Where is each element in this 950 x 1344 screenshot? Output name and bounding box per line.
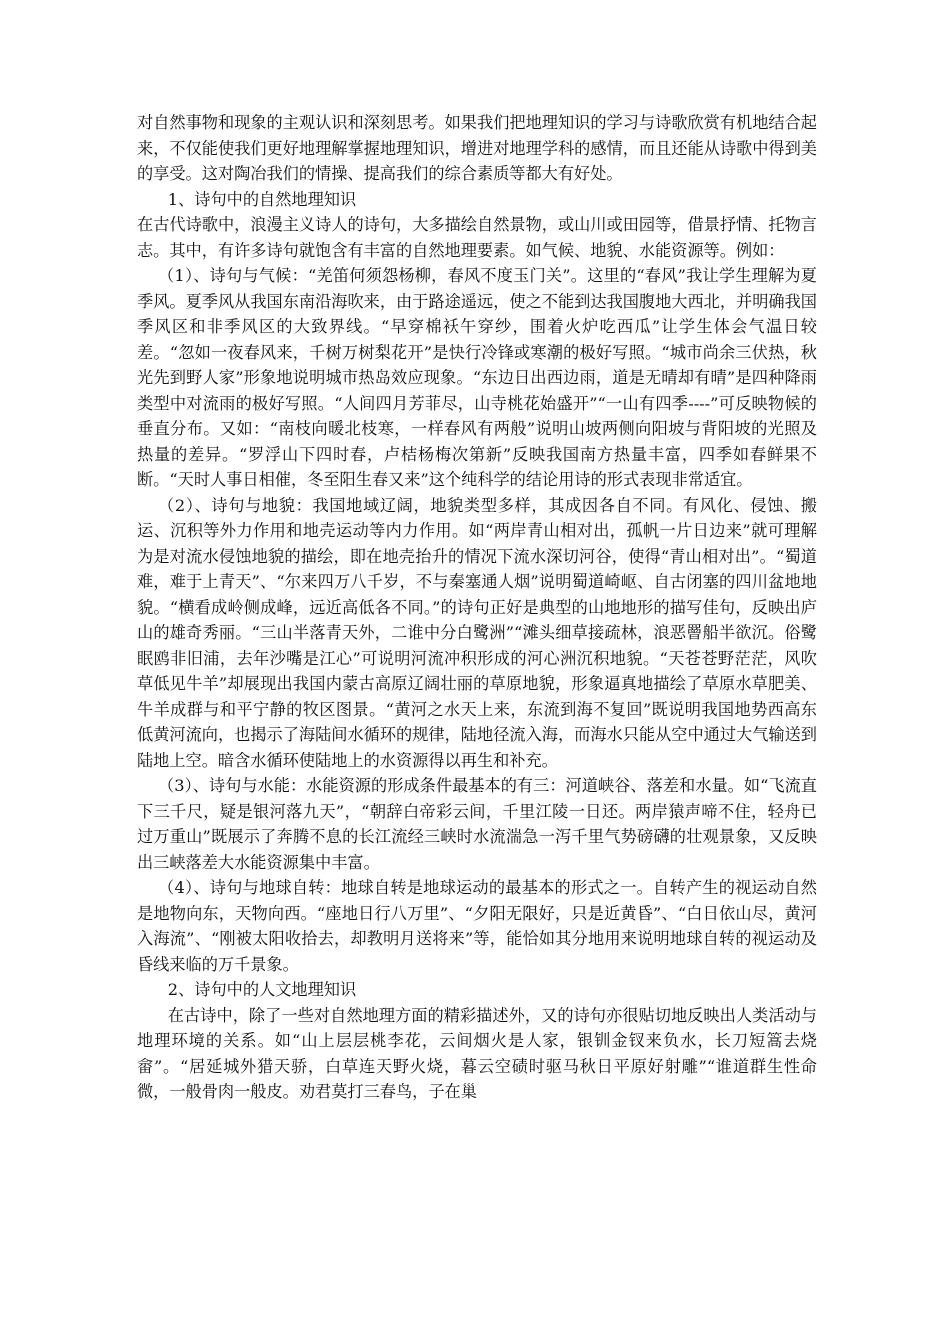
poetry-landform-paragraph: （2）、诗句与地貌：我国地域辽阔，地貌类型多样，其成因各自不同。有风化、侵蚀、搬运、沉积等外力作用和地壳运动等内力作用。如“两岸青山相对出，孤帆一片日边来”就可理解为是对流水侵蚀地貌的描绘，即在地壳抬升的情况下流水深切河谷，使得“青山相对出”。“蜀道难，难于上青天”、“尔来四万八千岁，不与秦塞通人烟”说明蜀道崎岖、自古闭塞的四川盆地地貌。“横看成岭侧成峰，远近高低各不同。”的诗句正好是典型的山地地形的描写佳句，反映出庐山的雄奇秀丽。“三山半落青天外，二谁中分白鹭洲”“滩头细草接疏林，浪恶罾船半欲沉。俗鹭眠鸥非旧浦，去年沙嘴是江心”可说明河流冲积形成的河心洲沉积地貌。“天苍苍野茫茫，风吹草低见牛羊”却展现出我国内蒙古高原辽阔壮丽的草原地貌，形象逼真地描绘了草原水草肥美、牛羊成群与和平宁静的牧区图景。“黄河之水天上来，东流到海不复回”既说明我国地势西高东低黄河流向，也揭示了海陆间水循环的规律，陆地径流入海，而海水只能从空中通过大气输送到陆地上空。暗含水循环使陆地上的水资源得以再生和补充。: [137, 495, 817, 770]
document-page: [137, 110, 817, 1105]
section-heading-physical-geography: 1、诗句中的自然地理知识: [167, 189, 357, 209]
human-geography-paragraph: 在古诗中，除了一些对自然地理方面的精彩描述外，又的诗句亦很贴切地反映出人类活动与地理环境的关系。如“山上层层桃李花，云间烟火是人家，银钏金钗来负水，长刀短篙去烧畲”。“居延城外猎天骄，白草连天野火烧，暮云空碛时驱马秋日平原好射雕”“谁道群生性命微，一般骨肉一般皮。劝君莫打三春鸟，子在巢: [137, 1005, 817, 1101]
section-heading-human-geography: 2、诗句中的人文地理知识: [167, 980, 357, 999]
physical-geography-intro-paragraph: 在古代诗歌中，浪漫主义诗人的诗句，大多描绘自然景物，或山川或田园等，借景抒情、托物言志。其中，有许多诗句就饱含有丰富的自然地理要素。如气候、地貌、水能资源等。例如：: [137, 215, 817, 260]
intro-paragraph: 对自然事物和现象的主观认识和深刻思考。如果我们把地理知识的学习与诗歌欣赏有机地结合起来，不仅能使我们更好地理解掌握地理知识，增进对地理学科的感情，而且还能从诗歌中得到美的享受。这对陶冶我们的情操、提高我们的综合素质等都大有好处。: [137, 113, 817, 183]
poetry-hydropower-paragraph: （3）、诗句与水能：水能资源的形成条件最基本的有三：河道峡谷、落差和水量。如“飞流直下三千尺，疑是银河落九天”，“朝辞白帝彩云间，千里江陵一日还。两岸猿声啼不住，轻舟已过万重山”既展示了奔腾不息的长江流经三峡时水流湍急一泻千里气势磅礴的壮观景象，又反映出三峡落差大水能资源集中丰富。: [137, 776, 817, 872]
poetry-earth-rotation-paragraph: （4）、诗句与地球自转：地球自转是地球运动的最基本的形式之一。自转产生的视运动自然是地物向东，天物向西。“座地日行八万里”、“夕阳无限好，只是近黄昏”、“白日依山尽，黄河入海流”、“刚被太阳收拾去，却教明月送将来”等，能恰如其分地用来说明地球自转的视运动及昏线来临的万千景象。: [137, 878, 817, 974]
poetry-climate-paragraph: （1）、诗句与气候：“羌笛何须怨杨柳，春风不度玉门关”。这里的“春风”我让学生理解为夏季风。夏季风从我国东南沿海吹来，由于路途遥远，使之不能到达我国腹地大西北，并明确我国季风区和非季风区的大致界线。“早穿棉袄午穿纱，围着火炉吃西瓜”让学生体会气温日较差。“忽如一夜春风来，千树万树梨花开”是快行冷锋或寒潮的极好写照。“城市尚余三伏热，秋光先到野人家”形象地说明城市热岛效应现象。“东边日出西边雨，道是无晴却有晴”是四种降雨类型中对流雨的极好写照。“人间四月芳菲尽，山寺桃花始盛开”“一山有四季----”可反映物候的垂直分布。又如：“南枝向暖北枝寒，一样春风有两般”说明山坡两侧向阳坡与背阳坡的光照及热量的差异。“罗浮山下四时春，卢桔杨梅次第新”反映我国南方热量丰富，四季如春鲜果不断。“天时人事日相催，冬至阳生春又来”这个纯科学的结论用诗的形式表现非常适宜。: [137, 266, 817, 489]
